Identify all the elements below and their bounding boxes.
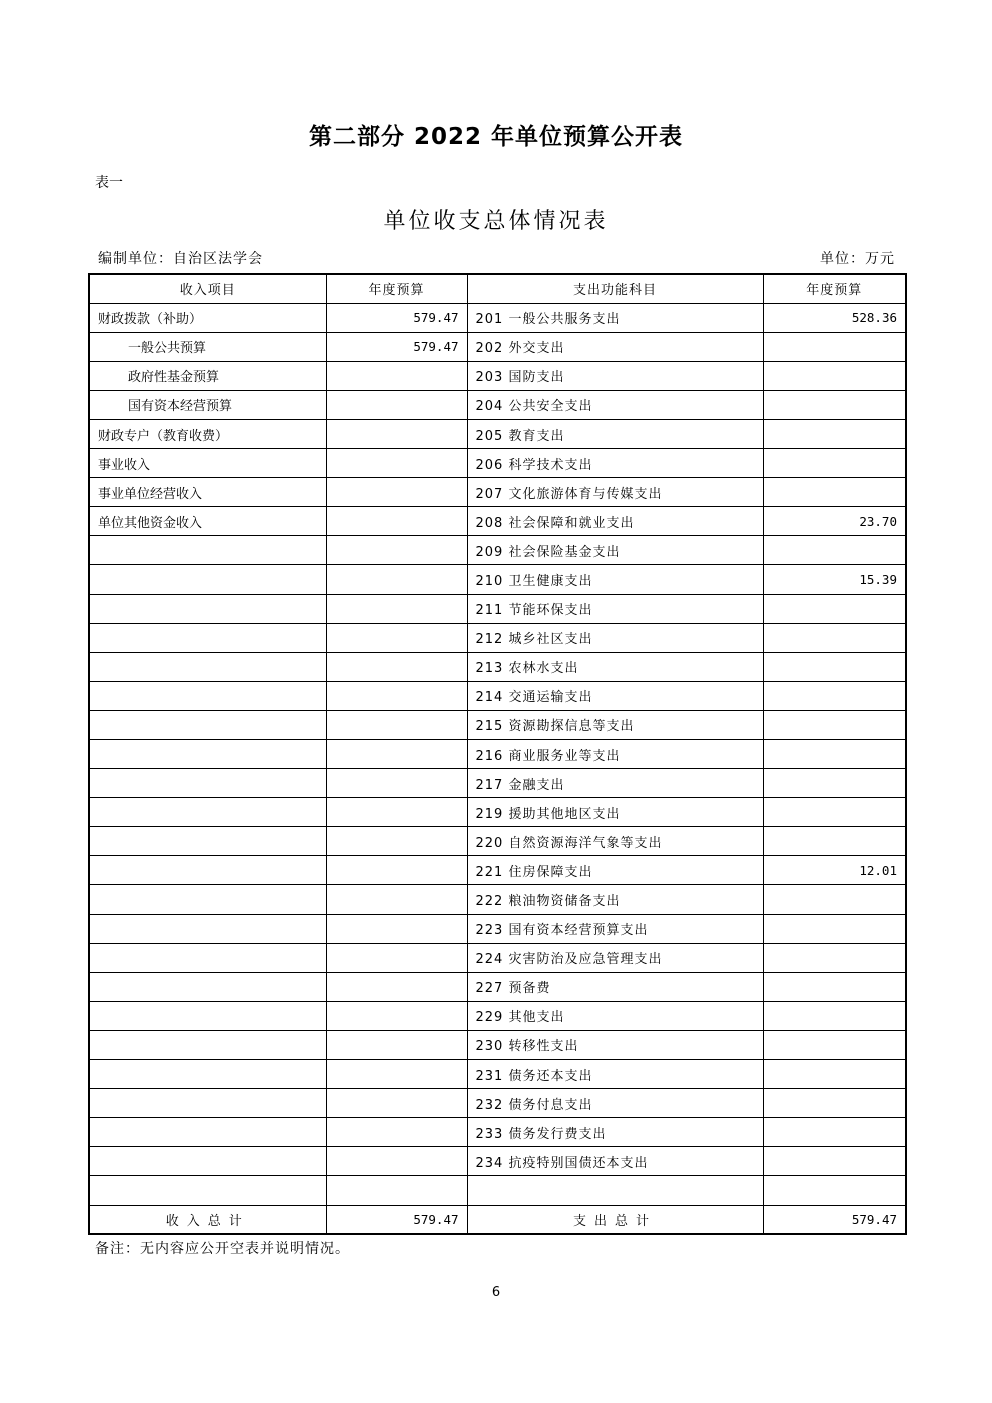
table-number: 表一 (95, 175, 123, 191)
expense-item-cell: 232 债务付息支出 (467, 1089, 763, 1118)
expense-amount-cell (763, 1060, 906, 1089)
header-expense-budget: 年度预算 (763, 274, 906, 303)
expense-total-label: 支出总计 (467, 1205, 763, 1234)
expense-item-cell: 215 资源勘探信息等支出 (467, 710, 763, 739)
table-row (89, 1001, 906, 1030)
currency-unit: 单位：万元 (820, 251, 895, 267)
table-row (89, 1089, 906, 1118)
income-item-cell (89, 623, 326, 652)
expense-amount-cell (763, 1147, 906, 1176)
page-number: 6 (491, 1285, 501, 1300)
income-total-label: 收入总计 (89, 1205, 326, 1234)
table-row (89, 390, 906, 419)
table-row (89, 594, 906, 623)
expense-item-cell: 213 农林水支出 (467, 652, 763, 681)
expense-amount-cell (763, 449, 906, 478)
income-amount-cell (326, 885, 467, 914)
table-row (89, 1030, 906, 1059)
expense-amount-cell (763, 390, 906, 419)
compiling-unit: 编制单位：自治区法学会 (98, 251, 263, 267)
expense-amount-cell (763, 623, 906, 652)
expense-amount-cell (763, 1176, 906, 1205)
table-row (89, 1176, 906, 1205)
expense-amount-cell (763, 710, 906, 739)
income-amount-cell (326, 1089, 467, 1118)
expense-item-cell: 201 一般公共服务支出 (467, 303, 763, 332)
expense-amount-cell (763, 1118, 906, 1147)
income-amount-cell (326, 361, 467, 390)
expense-item-cell: 214 交通运输支出 (467, 681, 763, 710)
income-item-cell (89, 594, 326, 623)
expense-amount-cell (763, 1030, 906, 1059)
income-item-cell (89, 565, 326, 594)
total-row (89, 1205, 906, 1234)
expense-item-cell: 207 文化旅游体育与传媒支出 (467, 478, 763, 507)
expense-amount-cell (763, 740, 906, 769)
expense-item-cell: 233 债务发行费支出 (467, 1118, 763, 1147)
table-row (89, 361, 906, 390)
income-amount-cell: 579.47 (326, 332, 467, 361)
expense-amount-cell (763, 536, 906, 565)
income-item-cell (89, 914, 326, 943)
income-amount-cell (326, 943, 467, 972)
expense-item-cell: 221 住房保障支出 (467, 856, 763, 885)
income-amount-cell (326, 856, 467, 885)
expense-amount-cell (763, 332, 906, 361)
table-row (89, 885, 906, 914)
table-title: 单位收支总体情况表 (383, 209, 609, 234)
header-income-item: 收入项目 (89, 274, 326, 303)
expense-amount-cell (763, 419, 906, 448)
table-row (89, 856, 906, 885)
expense-amount-cell (763, 827, 906, 856)
expense-item-cell: 212 城乡社区支出 (467, 623, 763, 652)
income-item-cell (89, 943, 326, 972)
income-item-cell (89, 885, 326, 914)
expense-item-cell: 229 其他支出 (467, 1001, 763, 1030)
main-title: 第二部分 2022 年单位预算公开表 (308, 124, 684, 150)
table-row (89, 565, 906, 594)
expense-item-cell: 223 国有资本经营预算支出 (467, 914, 763, 943)
income-item-cell: 国有资本经营预算 (89, 390, 326, 419)
income-item-cell (89, 536, 326, 565)
expense-amount-cell (763, 1001, 906, 1030)
expense-item-cell: 224 灾害防治及应急管理支出 (467, 943, 763, 972)
income-amount-cell (326, 449, 467, 478)
income-item-cell (89, 681, 326, 710)
table-row (89, 1118, 906, 1147)
income-item-cell (89, 827, 326, 856)
income-amount-cell (326, 594, 467, 623)
expense-amount-cell: 528.36 (763, 303, 906, 332)
income-item-cell (89, 856, 326, 885)
income-amount-cell (326, 478, 467, 507)
table-row (89, 478, 906, 507)
expense-item-cell: 206 科学技术支出 (467, 449, 763, 478)
expense-item-cell: 204 公共安全支出 (467, 390, 763, 419)
expense-amount-cell (763, 361, 906, 390)
income-item-cell: 财政拨款（补助） (89, 303, 326, 332)
income-item-cell: 事业收入 (89, 449, 326, 478)
income-item-cell (89, 1176, 326, 1205)
income-amount-cell (326, 1001, 467, 1030)
expense-amount-cell: 12.01 (763, 856, 906, 885)
header-row (89, 274, 906, 303)
income-item-cell: 财政专户（教育收费） (89, 419, 326, 448)
income-item-cell (89, 740, 326, 769)
income-amount-cell (326, 740, 467, 769)
income-item-cell: 一般公共预算 (89, 332, 326, 361)
income-total-amount: 579.47 (326, 1205, 467, 1234)
budget-table (88, 273, 907, 1235)
expense-amount-cell (763, 594, 906, 623)
income-amount-cell (326, 1030, 467, 1059)
expense-amount-cell (763, 943, 906, 972)
expense-item-cell: 219 援助其他地区支出 (467, 798, 763, 827)
table-row (89, 827, 906, 856)
expense-amount-cell (763, 681, 906, 710)
table-row (89, 507, 906, 536)
income-amount-cell (326, 972, 467, 1001)
table-row (89, 798, 906, 827)
expense-item-cell: 227 预备费 (467, 972, 763, 1001)
expense-amount-cell (763, 1089, 906, 1118)
income-amount-cell (326, 681, 467, 710)
income-item-cell (89, 1060, 326, 1089)
income-amount-cell (326, 1176, 467, 1205)
expense-item-cell (467, 1176, 763, 1205)
income-amount-cell (326, 623, 467, 652)
expense-item-cell: 209 社会保险基金支出 (467, 536, 763, 565)
income-amount-cell (326, 652, 467, 681)
expense-item-cell: 210 卫生健康支出 (467, 565, 763, 594)
income-amount-cell (326, 710, 467, 739)
expense-item-cell: 230 转移性支出 (467, 1030, 763, 1059)
expense-amount-cell: 23.70 (763, 507, 906, 536)
expense-item-cell: 202 外交支出 (467, 332, 763, 361)
expense-amount-cell: 15.39 (763, 565, 906, 594)
expense-total-amount: 579.47 (763, 1205, 906, 1234)
income-amount-cell (326, 769, 467, 798)
table-row (89, 303, 906, 332)
income-item-cell (89, 1147, 326, 1176)
expense-item-cell: 231 债务还本支出 (467, 1060, 763, 1089)
income-amount-cell (326, 390, 467, 419)
table-row (89, 419, 906, 448)
table-row (89, 681, 906, 710)
expense-item-cell: 222 粮油物资储备支出 (467, 885, 763, 914)
income-amount-cell (326, 565, 467, 594)
table-row (89, 652, 906, 681)
table-row (89, 1147, 906, 1176)
header-income-budget: 年度预算 (326, 274, 467, 303)
table-row (89, 449, 906, 478)
expense-item-cell: 220 自然资源海洋气象等支出 (467, 827, 763, 856)
expense-amount-cell (763, 769, 906, 798)
income-amount-cell (326, 536, 467, 565)
income-amount-cell (326, 1118, 467, 1147)
income-amount-cell: 579.47 (326, 303, 467, 332)
expense-item-cell: 217 金融支出 (467, 769, 763, 798)
expense-amount-cell (763, 885, 906, 914)
income-item-cell (89, 1118, 326, 1147)
expense-amount-cell (763, 798, 906, 827)
expense-item-cell: 234 抗疫特别国债还本支出 (467, 1147, 763, 1176)
table-row (89, 972, 906, 1001)
expense-item-cell: 216 商业服务业等支出 (467, 740, 763, 769)
income-amount-cell (326, 914, 467, 943)
table-row (89, 943, 906, 972)
income-amount-cell (326, 827, 467, 856)
income-amount-cell (326, 507, 467, 536)
table-row (89, 740, 906, 769)
income-amount-cell (326, 1147, 467, 1176)
income-amount-cell (326, 1060, 467, 1089)
table-row (89, 710, 906, 739)
income-item-cell (89, 1089, 326, 1118)
table-row (89, 914, 906, 943)
income-item-cell: 政府性基金预算 (89, 361, 326, 390)
expense-amount-cell (763, 972, 906, 1001)
footnote: 备注：无内容应公开空表并说明情况。 (95, 1241, 350, 1257)
expense-item-cell: 211 节能环保支出 (467, 594, 763, 623)
expense-amount-cell (763, 478, 906, 507)
table-row (89, 623, 906, 652)
expense-amount-cell (763, 652, 906, 681)
table-row (89, 1060, 906, 1089)
income-item-cell (89, 1030, 326, 1059)
table-row (89, 536, 906, 565)
income-item-cell (89, 798, 326, 827)
income-amount-cell (326, 798, 467, 827)
income-item-cell: 事业单位经营收入 (89, 478, 326, 507)
income-amount-cell (326, 419, 467, 448)
income-item-cell (89, 1001, 326, 1030)
expense-item-cell: 205 教育支出 (467, 419, 763, 448)
income-item-cell (89, 972, 326, 1001)
income-item-cell: 单位其他资金收入 (89, 507, 326, 536)
expense-item-cell: 203 国防支出 (467, 361, 763, 390)
income-item-cell (89, 652, 326, 681)
header-expense-item: 支出功能科目 (467, 274, 763, 303)
expense-item-cell: 208 社会保障和就业支出 (467, 507, 763, 536)
table-row (89, 332, 906, 361)
expense-amount-cell (763, 914, 906, 943)
income-item-cell (89, 710, 326, 739)
income-item-cell (89, 769, 326, 798)
table-row (89, 769, 906, 798)
